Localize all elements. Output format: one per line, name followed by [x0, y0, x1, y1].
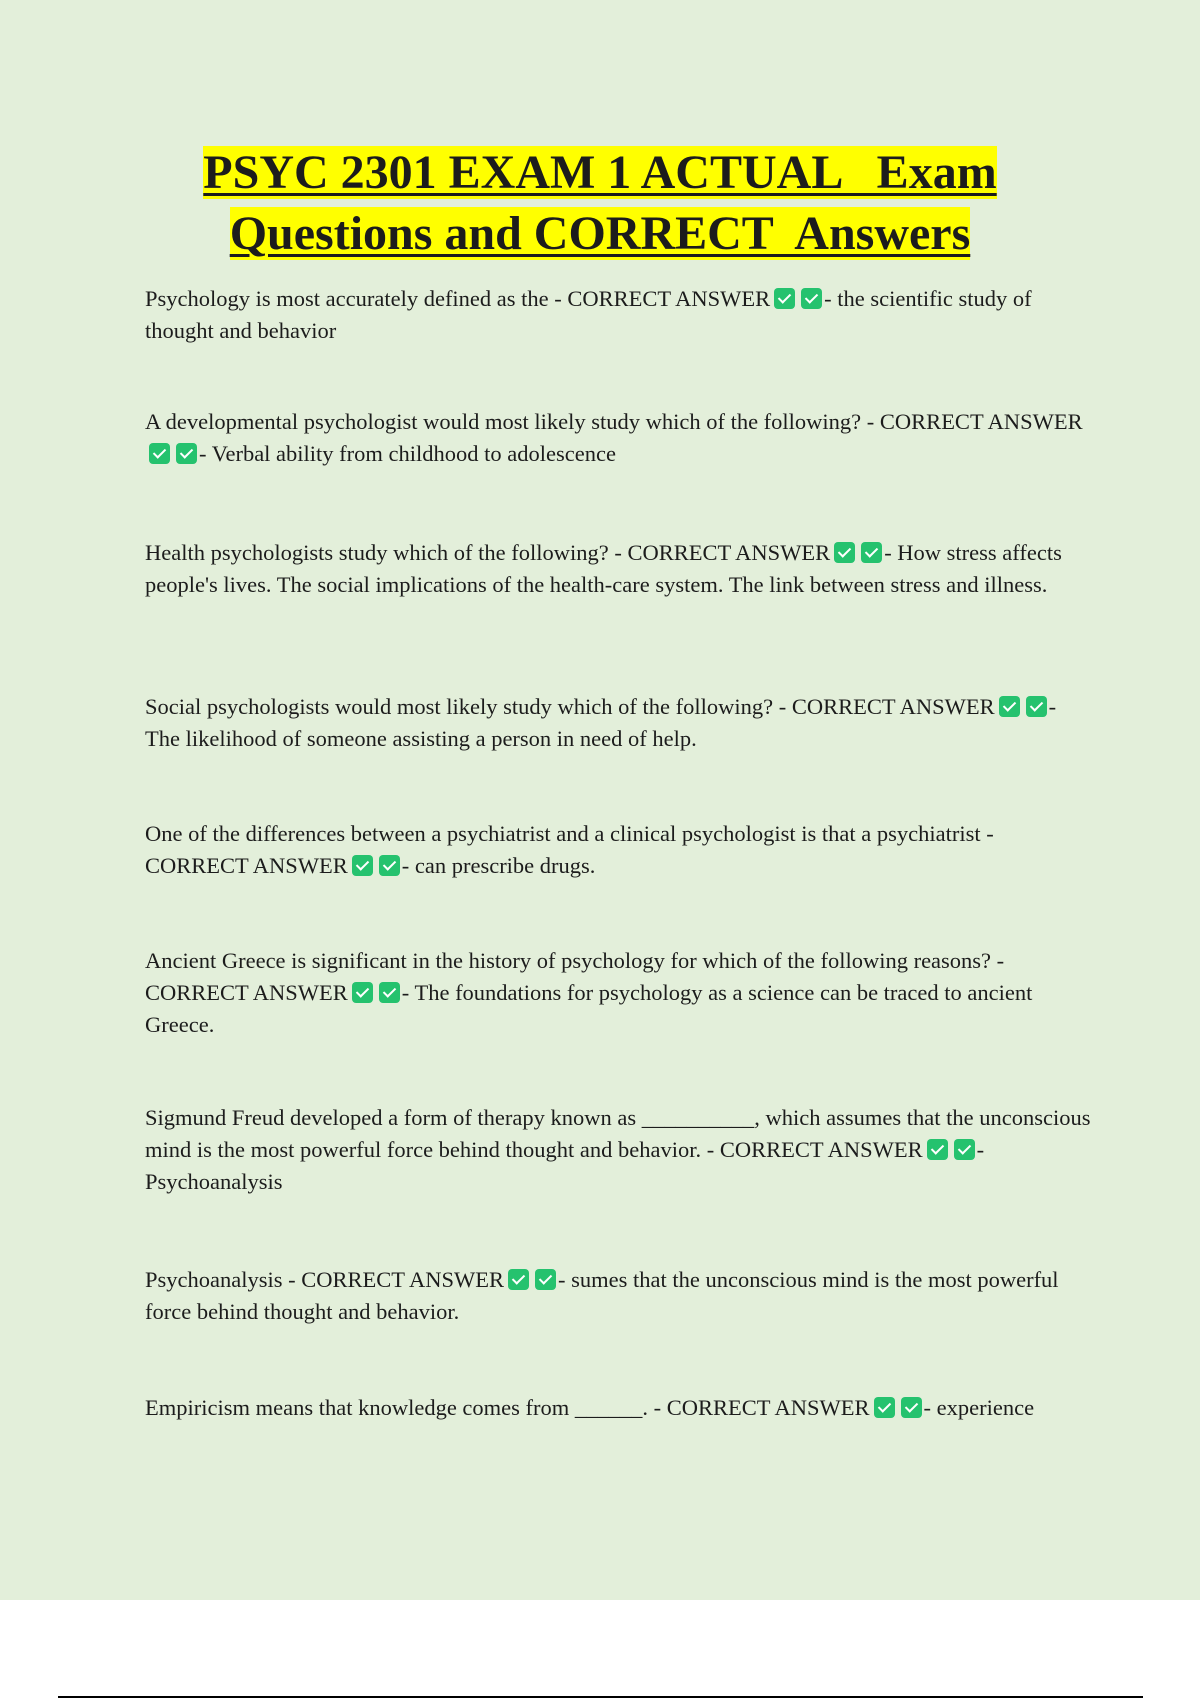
answer-text: - the scientific study of thought and behavior [145, 286, 1032, 343]
question-text: A developmental psychologist would most likely study which of the following? - [145, 409, 880, 434]
green-check-icon [774, 288, 795, 309]
green-check-icon [874, 1397, 895, 1418]
title-line-1: PSYC 2301 EXAM 1 ACTUAL Exam [203, 146, 997, 199]
title-line-2: Questions and CORRECT Answers [229, 207, 971, 260]
answer-text: - can prescribe drugs. [401, 853, 596, 878]
answer-text: - experience [923, 1395, 1035, 1420]
question-text: Psychoanalysis - [145, 1267, 302, 1292]
answer-label: CORRECT ANSWER [301, 1267, 504, 1292]
green-check-icon [352, 982, 373, 1003]
green-check-icon [999, 696, 1020, 717]
green-check-icon [834, 542, 855, 563]
document-title [0, 142, 1200, 264]
answer-label: CORRECT ANSWER [567, 286, 771, 311]
green-check-icon [861, 542, 882, 563]
question-text: One of the differences between a psychiatrist and a clinical psychologist is that a psychiatrist - [145, 821, 994, 846]
question-text: Social psychologists would most likely study which of the following? - [145, 694, 792, 719]
green-check-icon [535, 1269, 556, 1290]
answer-text: - Verbal ability from childhood to adolescence [199, 441, 616, 466]
answer-text: - How stress affects people's lives. The social implications of the health-care system. The link between stress and illness. [145, 540, 1062, 597]
green-check-icon [379, 855, 400, 876]
answer-label: CORRECT ANSWER [627, 540, 831, 565]
answer-label: CORRECT ANSWER [879, 409, 1083, 434]
green-check-icon [176, 443, 197, 464]
qa-item [145, 406, 1095, 470]
question-text: Ancient Greece is significant in the history of psychology for which of the following reasons? - [145, 948, 1005, 973]
answer-text: - sumes that the unconscious mind is the most powerful force behind thought and behavior. [145, 1267, 1059, 1324]
green-check-icon [379, 982, 400, 1003]
qa-item [145, 1102, 1095, 1198]
answer-text: - The likelihood of someone assisting a person in need of help. [145, 694, 1057, 751]
question-text: Empiricism means that knowledge comes from ______. - [145, 1395, 667, 1420]
green-check-icon [1026, 696, 1047, 717]
qa-item [145, 691, 1095, 755]
qa-item [145, 945, 1095, 1041]
green-check-icon [508, 1269, 529, 1290]
answer-label: CORRECT ANSWER [666, 1395, 870, 1420]
green-check-icon [352, 855, 373, 876]
qa-item [145, 283, 1095, 347]
qa-item [145, 818, 1095, 882]
qa-item [145, 1264, 1095, 1328]
question-text: Psychology is most accurately defined as the - [145, 286, 568, 311]
question-text: Health psychologists study which of the following? - [145, 540, 628, 565]
answer-label: CORRECT ANSWER [145, 980, 348, 1005]
answer-label: CORRECT ANSWER [791, 694, 995, 719]
answer-text: - The foundations for psychology as a science can be traced to ancient Greece. [145, 980, 1033, 1037]
green-check-icon [954, 1139, 975, 1160]
answer-label: CORRECT ANSWER [145, 853, 348, 878]
green-check-icon [901, 1397, 922, 1418]
qa-item [145, 537, 1095, 601]
answer-label: CORRECT ANSWER [719, 1137, 923, 1162]
answer-text: - Psychoanalysis [145, 1137, 985, 1194]
green-check-icon [149, 443, 170, 464]
page-bottom-rule [58, 1696, 1143, 1698]
qa-item [145, 1392, 1095, 1424]
question-text: Sigmund Freud developed a form of therapy known as __________, which assumes that the unconscious mind is the most powerful force behind thought and behavior. - [145, 1105, 1091, 1162]
green-check-icon [801, 288, 822, 309]
green-check-icon [927, 1139, 948, 1160]
